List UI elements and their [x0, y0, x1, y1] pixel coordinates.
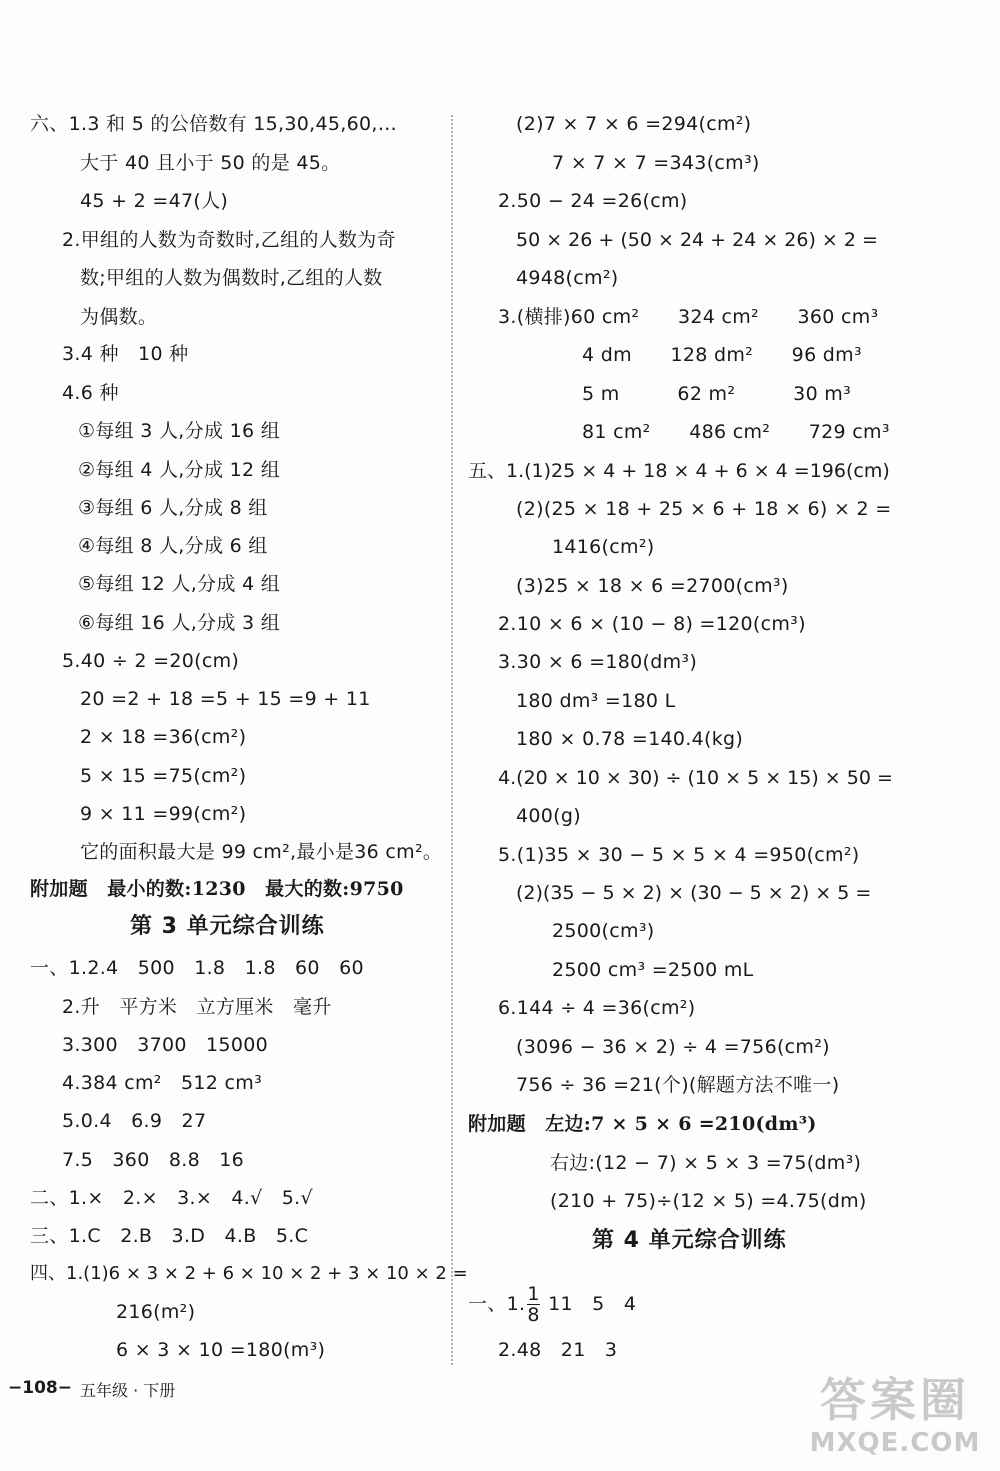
answer-line: (2)(35 − 5 × 2) × (30 − 5 × 2) × 5 =	[516, 882, 872, 904]
watermark-url: MXQE.COM	[809, 1428, 981, 1458]
bonus-answer-line: 附加题 最小的数:1230 最大的数:9750	[30, 878, 404, 900]
answer-line: 4.(20 × 10 × 30) ÷ (10 × 5 × 15) × 50 =	[498, 767, 893, 789]
answer-line: 5 m 62 m² 30 m³	[582, 383, 852, 405]
answer-line: ②每组 4 人,分成 12 组	[78, 459, 280, 481]
answer-line: 2500(cm³)	[552, 920, 655, 942]
answer-line: 180 × 0.78 =140.4(kg)	[516, 728, 744, 750]
answer-line: 4948(cm²)	[516, 267, 619, 289]
answer-line: 45 + 2 =47(人)	[80, 190, 229, 212]
answer-line: 5.(1)35 × 30 − 5 × 5 × 4 =950(cm²)	[498, 844, 860, 866]
question-prefix: 一、1.	[468, 1293, 526, 1315]
answer-line: 6.144 ÷ 4 =36(cm²)	[498, 997, 696, 1019]
answer-line: 7.5 360 8.8 16	[62, 1149, 245, 1171]
answer-line: 数;甲组的人数为偶数时,乙组的人数	[80, 267, 383, 289]
answer-line: 216(m²)	[116, 1301, 196, 1323]
answer-line: 756 ÷ 36 =21(个)(解题方法不唯一)	[516, 1074, 840, 1096]
answer-line: 4 dm 128 dm² 96 dm³	[582, 344, 862, 366]
answer-line: 它的面积最大是 99 cm²,最小是36 cm²。	[80, 841, 443, 863]
answer-values: 11 5 4	[548, 1293, 637, 1315]
page-number: −108−	[8, 1378, 72, 1398]
answer-line: 2.甲组的人数为奇数时,乙组的人数为奇	[62, 229, 396, 251]
answer-line: (2)(25 × 18 + 25 × 6 + 18 × 6) × 2 =	[516, 498, 892, 520]
answer-line: 5.40 ÷ 2 =20(cm)	[62, 650, 240, 672]
answer-line: 右边:(12 − 7) × 5 × 3 =75(dm³)	[550, 1152, 862, 1174]
answer-line: ⑤每组 12 人,分成 4 组	[78, 573, 280, 595]
answer-line: (3)25 × 18 × 6 =2700(cm³)	[516, 575, 789, 597]
grade-label: 五年级 · 下册	[80, 1381, 176, 1400]
answer-line: 180 dm³ =180 L	[516, 690, 676, 712]
answer-line: 二、1.× 2.× 3.× 4.√ 5.√	[30, 1187, 313, 1209]
answer-line: 9 × 11 =99(cm²)	[80, 803, 247, 825]
answer-line: 五、1.(1)25 × 4 + 18 × 4 + 6 × 4 =196(cm)	[468, 460, 890, 482]
answer-line: 5.0.4 6.9 27	[62, 1110, 207, 1132]
answer-line: 7 × 7 × 7 =343(cm³)	[552, 152, 760, 174]
answer-line: 1416(cm²)	[552, 536, 655, 558]
answer-line: 3.4 种 10 种	[62, 343, 189, 365]
answer-line: (210 + 75)÷(12 × 5) =4.75(dm)	[550, 1190, 867, 1212]
answer-line: 2500 cm³ =2500 mL	[552, 959, 754, 981]
fraction-denominator: 8	[527, 1304, 540, 1326]
answer-line: 为偶数。	[80, 306, 158, 328]
answer-line: 三、1.C 2.B 3.D 4.B 5.C	[30, 1225, 309, 1247]
watermark-logo-text: 答案圈	[820, 1373, 970, 1427]
answer-line: 2.50 − 24 =26(cm)	[498, 190, 688, 212]
answer-line: 2.升 平方米 立方厘米 毫升	[62, 996, 332, 1018]
answer-line: 六、1.3 和 5 的公倍数有 15,30,45,60,…	[30, 113, 398, 135]
answer-line: 4.384 cm² 512 cm³	[62, 1072, 262, 1094]
answer-line: 2.10 × 6 × (10 − 8) =120(cm³)	[498, 613, 806, 635]
column-divider	[451, 115, 453, 1365]
fraction	[527, 1284, 539, 1325]
section-title-unit-4: 第 4 单元综合训练	[592, 1228, 787, 1253]
answer-line: 400(g)	[516, 805, 581, 827]
answer-line: 3.(横排)60 cm² 324 cm² 360 cm³	[498, 306, 879, 328]
answer-line: 50 × 26 + (50 × 24 + 24 × 26) × 2 =	[516, 229, 878, 251]
answer-line: 3.300 3700 15000	[62, 1034, 268, 1056]
answer-line: 20 =2 + 18 =5 + 15 =9 + 11	[80, 688, 371, 710]
section-title-unit-3: 第 3 单元综合训练	[130, 914, 325, 939]
answer-line: 3.30 × 6 =180(dm³)	[498, 651, 698, 673]
answer-line-fraction	[468, 1282, 636, 1326]
answer-line: 6 × 3 × 10 =180(m³)	[116, 1339, 326, 1361]
fraction-numerator: 1	[527, 1283, 540, 1305]
answer-line: (3096 − 36 × 2) ÷ 4 =756(cm²)	[516, 1036, 830, 1058]
answer-line: 2 × 18 =36(cm²)	[80, 726, 247, 748]
answer-line: ⑥每组 16 人,分成 3 组	[78, 612, 280, 634]
answer-line: ③每组 6 人,分成 8 组	[78, 497, 268, 519]
answer-line: 2.48 21 3	[498, 1339, 618, 1361]
answer-line: 一、1.2.4 500 1.8 1.8 60 60	[30, 957, 364, 979]
answer-line: ①每组 3 人,分成 16 组	[78, 420, 280, 442]
bonus-answer-line: 附加题 左边:7 × 5 × 6 =210(dm³)	[468, 1113, 817, 1135]
answer-line: ④每组 8 人,分成 6 组	[78, 535, 268, 557]
watermark-logo	[795, 1372, 995, 1467]
answer-line: 四、1.(1)6 × 3 × 2 + 6 × 10 × 2 + 3 × 10 × 2 =	[30, 1263, 468, 1284]
answer-line: 81 cm² 486 cm² 729 cm³	[582, 421, 890, 443]
answer-line: 4.6 种	[62, 382, 119, 404]
answer-line: (2)7 × 7 × 6 =294(cm²)	[516, 113, 752, 135]
answer-line: 5 × 15 =75(cm²)	[80, 765, 247, 787]
answer-line: 大于 40 且小于 50 的是 45。	[80, 152, 341, 174]
